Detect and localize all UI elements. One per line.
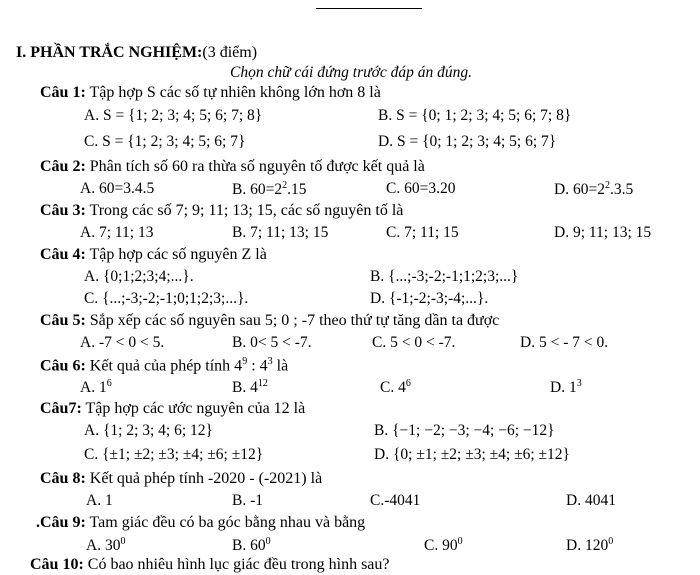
section-instruction: Chọn chữ cái đứng trước đáp án đúng. <box>230 64 473 81</box>
option-6a[interactable]: A. $1^6$ <box>80 378 112 397</box>
question-9 <box>36 514 365 532</box>
option-1b[interactable]: B. S = {0; 1; 2; 3; 4; 5; 6; 7; 8} <box>378 107 572 124</box>
option-7a[interactable]: A. {1; 2; 3; 4; 6; 12} <box>84 422 213 439</box>
question-text: Tam giác đều có ba góc bằng nhau và bằng <box>89 514 366 531</box>
option-4d[interactable]: D. {-1;-2;-3;-4;...}. <box>370 290 489 307</box>
option-5d[interactable]: D. 5 < - 7 < 0. <box>520 334 609 351</box>
option-4a[interactable]: A. {0;1;2;3;4;...}. <box>84 268 194 285</box>
option-3a[interactable]: A. 7; 11; 13 <box>80 224 154 241</box>
option-6c[interactable]: C. $4^6$ <box>380 378 411 397</box>
question-8 <box>40 470 322 488</box>
option-8b[interactable]: B. -1 <box>232 492 264 509</box>
option-9d[interactable]: D. $120^0$ <box>566 536 614 555</box>
option-5a[interactable]: A. -7 < 0 < 5. <box>80 334 165 351</box>
option-9c[interactable]: C. $90^0$ <box>424 536 463 555</box>
option-7b[interactable]: B. {−1; −2; −3; −4; −6; −12} <box>374 422 555 439</box>
option-2d[interactable]: D. $60=2^2.3.5$ <box>554 180 634 199</box>
section-heading <box>16 44 257 62</box>
option-2b[interactable]: B. $60=2^2.15$ <box>232 180 307 199</box>
question-10-cutoff: Câu 10: Có bao nhiêu hình lục giác đều trong hình sau? <box>30 556 390 573</box>
underline-blank <box>316 8 422 9</box>
question-4 <box>40 246 267 264</box>
option-3d[interactable]: D. 9; 11; 13; 15 <box>554 224 652 241</box>
option-2c[interactable]: C. 60=3.20 <box>386 180 456 197</box>
question-label: Câu 2: <box>40 158 86 175</box>
top-cropped-line <box>0 0 700 12</box>
question-text: Kết quả phép tính -2020 - (-2021) là <box>89 470 323 487</box>
question-text: Tập hợp các số nguyên Z là <box>89 246 267 263</box>
question-text: Tập hợp S các số tự nhiên không lớn hơn 8 là <box>89 84 381 101</box>
question-label: Câu 6: <box>40 357 86 375</box>
section-points: (3 điểm) <box>202 44 258 61</box>
option-9a[interactable]: A. $30^0$ <box>86 536 126 555</box>
question-3 <box>40 202 403 220</box>
option-6d[interactable]: D. $1^3$ <box>550 378 582 397</box>
question-label: Câu 8: <box>40 470 86 487</box>
question-label: Câu 4: <box>40 246 86 263</box>
option-4b[interactable]: B. {...;-3;-2;-1;1;2;3;...} <box>370 268 519 285</box>
question-6: Câu 6: Kết quả của phép tính $4^9$ : $4^3$ là <box>40 356 289 375</box>
option-1a[interactable]: A. S = {1; 2; 3; 4; 5; 6; 7; 8} <box>84 107 263 124</box>
option-3b[interactable]: B. 7; 11; 13; 15 <box>232 224 329 241</box>
section-title: I. PHẦN TRẮC NGHIỆM: <box>16 44 203 61</box>
option-8a[interactable]: A. 1 <box>86 492 113 509</box>
question-7 <box>40 400 305 418</box>
question-2 <box>40 158 425 176</box>
option-2a[interactable]: A. 60=3.4.5 <box>80 180 155 197</box>
question-text: Tập hợp các ước nguyên của 12 là <box>85 400 306 417</box>
question-label: Câu7: <box>40 400 82 417</box>
option-5c[interactable]: C. 5 < 0 < -7. <box>372 334 456 351</box>
option-8c[interactable]: C.-4041 <box>370 492 421 509</box>
question-text: Sắp xếp các số nguyên sau 5; 0 ; -7 theo thứ tự tăng dần ta được <box>89 312 500 329</box>
option-1d[interactable]: D. S = {0; 1; 2; 3; 4; 5; 6; 7} <box>378 133 557 150</box>
option-6b[interactable]: B. $4^{12}$ <box>232 378 268 397</box>
question-text: Kết quả của phép tính 4 <box>89 357 243 375</box>
option-3c[interactable]: C. 7; 11; 15 <box>386 224 459 241</box>
option-7d[interactable]: D. {0; ±1; ±2; ±3; ±4; ±6; ±12} <box>374 446 570 463</box>
question-1 <box>40 84 381 102</box>
question-text: Trong các số 7; 9; 11; 13; 15, các số nguyên tố là <box>89 202 404 219</box>
question-text: Phân tích số 60 ra thừa số nguyên tố được kết quả là <box>89 158 425 175</box>
question-label: Câu 1: <box>40 84 86 101</box>
question-5 <box>40 312 499 330</box>
question-label: .Câu 9: <box>36 514 86 531</box>
question-label: Câu 3: <box>40 202 86 219</box>
option-7c[interactable]: C. {±1; ±2; ±3; ±4; ±6; ±12} <box>84 446 264 463</box>
option-1c[interactable]: C. S = {1; 2; 3; 4; 5; 6; 7} <box>84 133 246 150</box>
question-label: Câu 5: <box>40 312 86 329</box>
option-9b[interactable]: B. $60^0$ <box>232 536 271 555</box>
option-8d[interactable]: D. 4041 <box>566 492 616 509</box>
option-5b[interactable]: B. 0< 5 < -7. <box>232 334 312 351</box>
option-4c[interactable]: C. {...;-3;-2;-1;0;1;2;3;...}. <box>84 290 249 307</box>
